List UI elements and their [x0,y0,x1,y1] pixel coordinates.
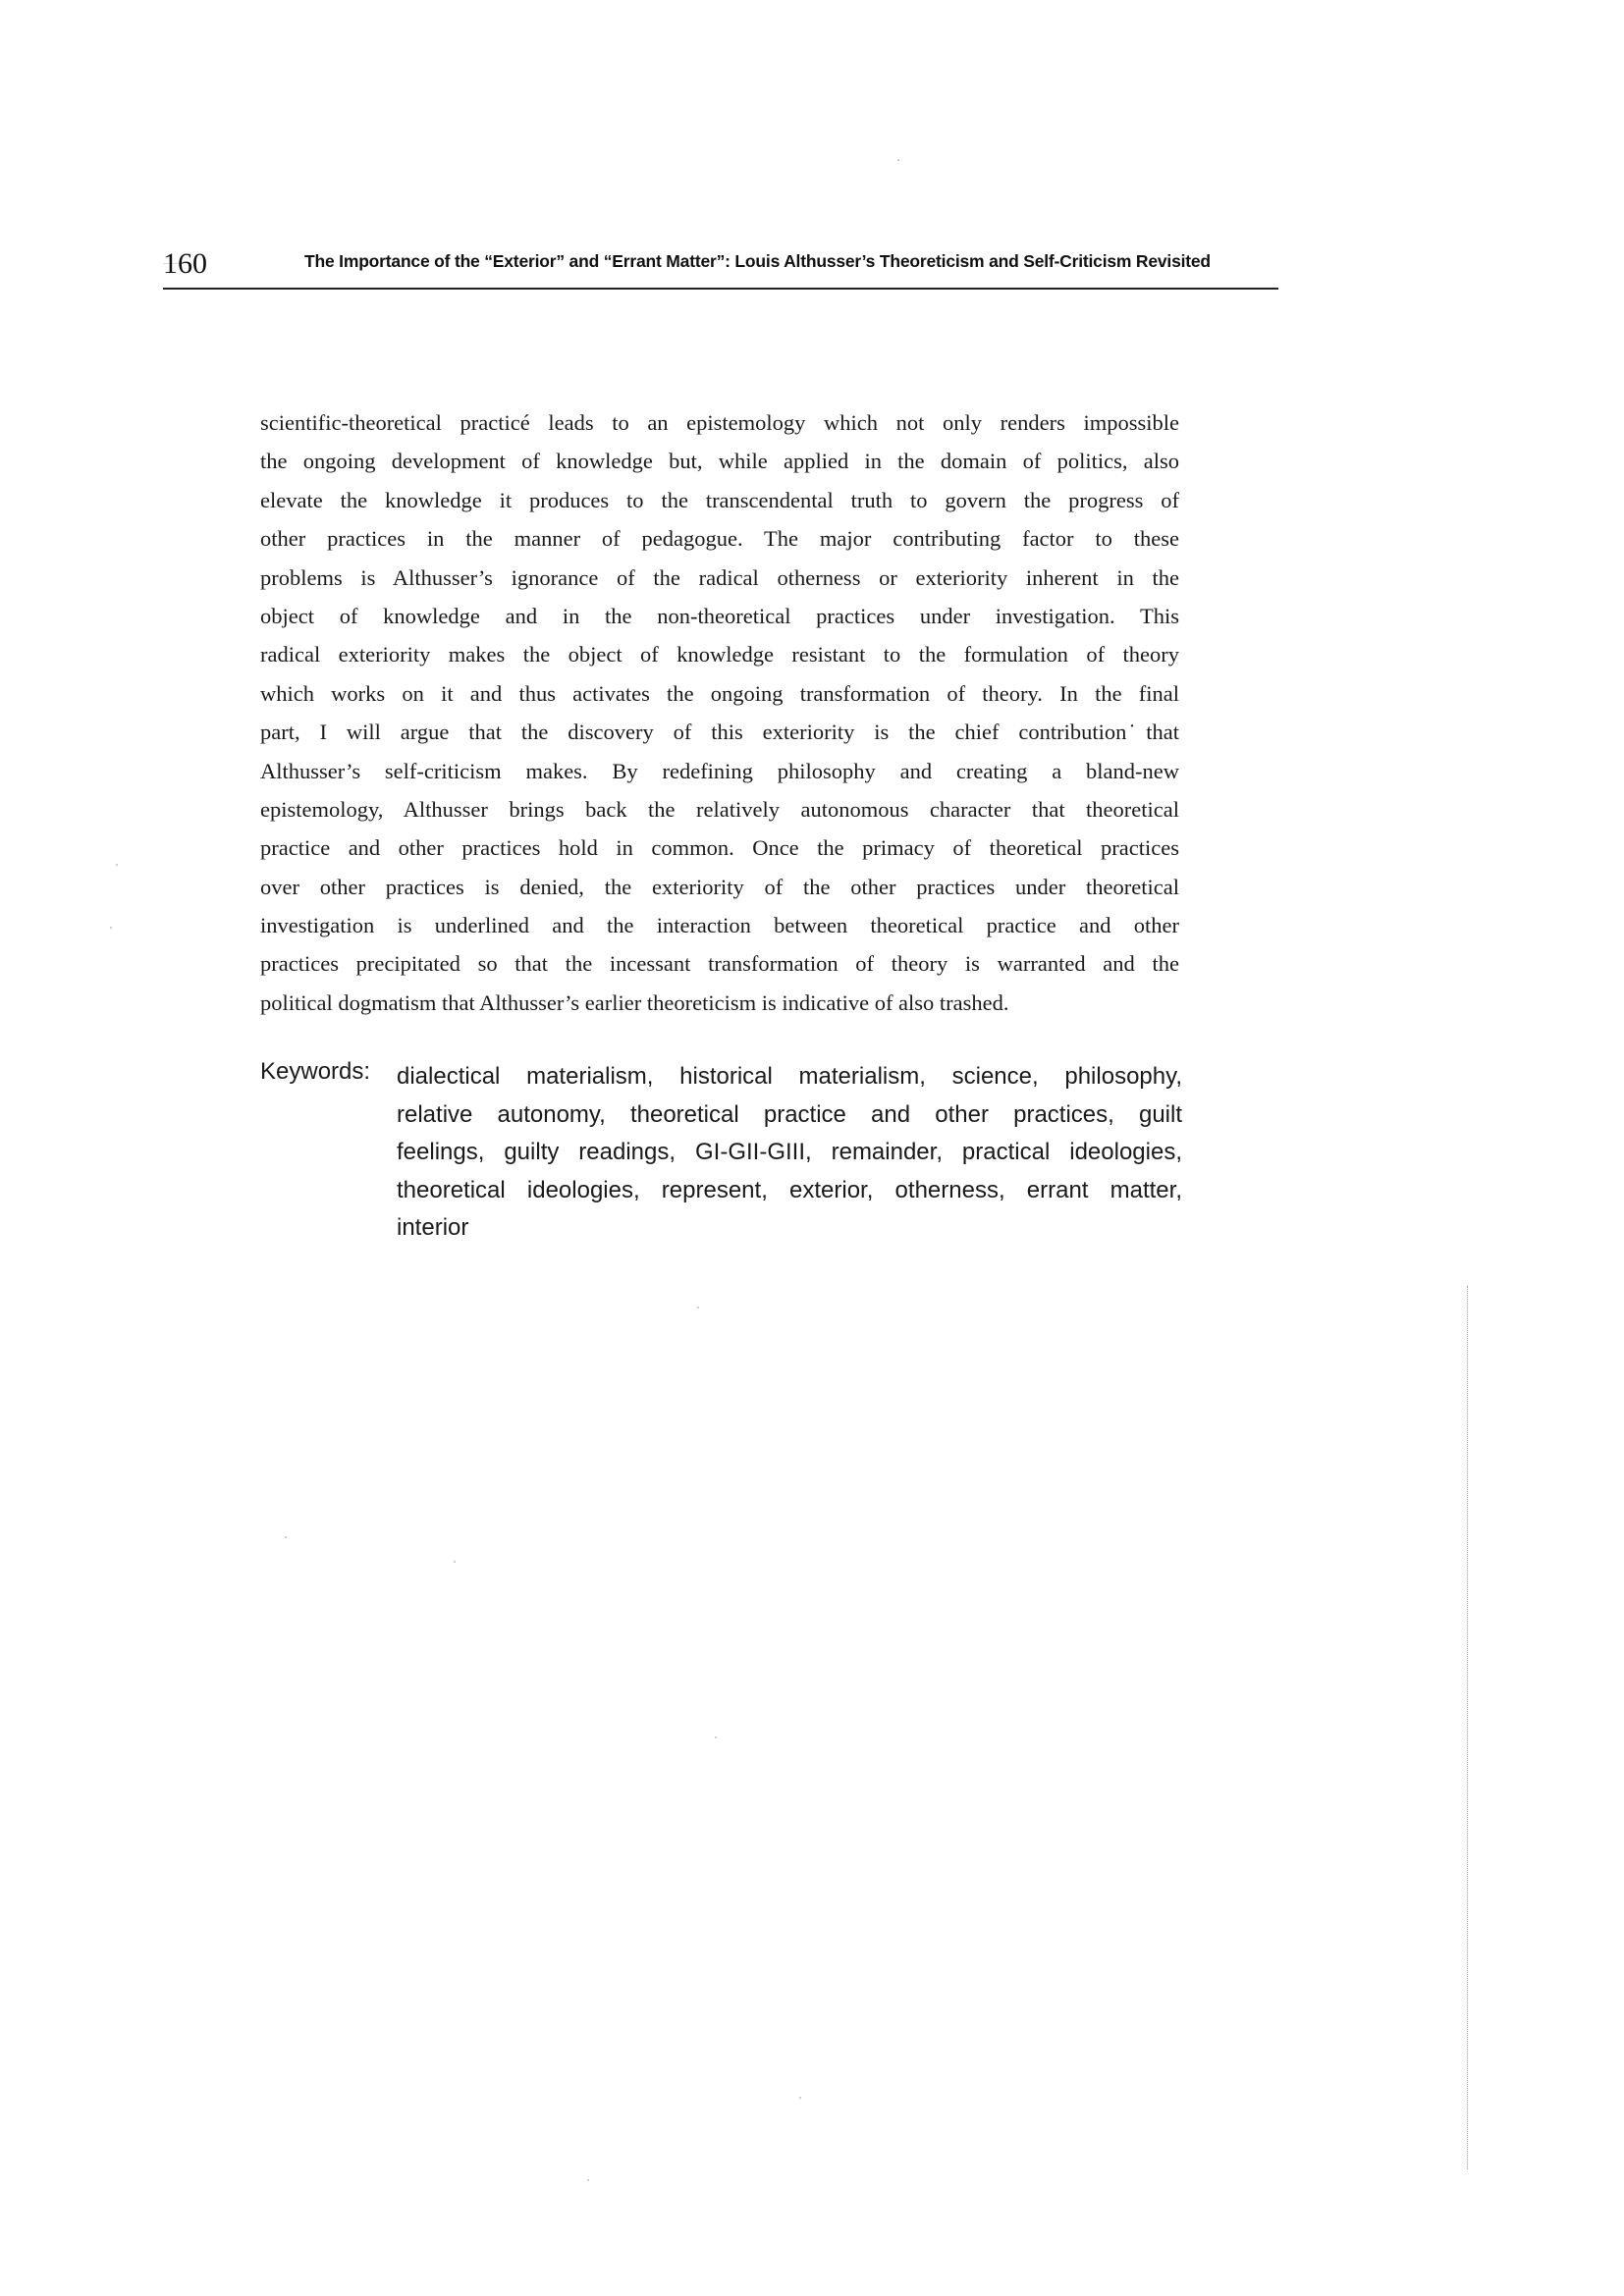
abstract-line: practices precipitated so that the incessant transformation of theory is warranted and the [260,951,1179,977]
keywords-line: relative autonomy, theoretical practice and other practices, guilt [397,1100,1182,1128]
scan-speck [116,864,118,866]
scan-speck [454,1561,456,1563]
abstract-line: epistemology, Althusser brings back the relatively autonomous character that theoretical [260,796,1179,822]
keywords-line: theoretical ideologies, represent, exterior, otherness, errant matter, [397,1176,1182,1203]
keywords-line: dialectical materialism, historical materialism, science, philosophy, [397,1063,1182,1090]
abstract-line: part, I will argue that the discovery of this exteriority is the chief contribution ̇that [260,720,1179,745]
abstract-line: which works on it and thus activates the ongoing transformation of theory. In the final [260,680,1179,706]
scan-speck [697,1307,699,1308]
abstract-line: political dogmatism that Althusser’s earlier theoreticism is indicative of also trashed. [260,989,1009,1015]
scan-speck [897,159,899,161]
abstract-paragraph [260,403,1179,1022]
keywords-list [397,1058,1182,1248]
keywords-line: feelings, guilty readings, GI-GII-GIII, remainder, practical ideologies, [397,1139,1182,1165]
keywords-label: Keywords: [260,1058,371,1085]
abstract-line: scientific-theoretical practicé leads to an epistemology which not only renders impossible [260,410,1179,435]
abstract-line: other practices in the manner of pedagogue. The major contributing factor to these [260,526,1179,552]
abstract-line: radical exteriority makes the object of knowledge resistant to the formulation of theory [260,642,1179,667]
scan-speck [799,2097,801,2099]
abstract-line: elevate the knowledge it produces to the transcendental truth to govern the progress of [260,487,1179,512]
abstract-line: Althusser’s self-criticism makes. By redefining philosophy and creating a bland-new [260,758,1179,783]
abstract-line: object of knowledge and in the non-theoretical practices under investigation. This [260,603,1179,628]
abstract-line: over other practices is denied, the exteriority of the other practices under theoretical [260,874,1179,899]
scan-edge-artifact [1467,1286,1468,2169]
header-rule [163,288,1278,290]
abstract-line: the ongoing development of knowledge but, while applied in the domain of politics, also [260,449,1179,474]
scan-speck [587,2179,589,2181]
keywords-line: interior [397,1214,469,1241]
abstract-line: investigation is underlined and the interaction between theoretical practice and other [260,913,1179,938]
running-title: The Importance of the “Exterior” and “Errant Matter”: Louis Althusser’s Theoreticism and Self-Criticism Revisited [304,251,1211,271]
abstract-line: practice and other practices hold in common. Once the primacy of theoretical practices [260,835,1179,861]
scan-speck [715,1736,717,1738]
scan-speck [110,927,112,929]
abstract-line: problems is Althusser’s ignorance of the radical otherness or exteriority inherent in the [260,564,1179,590]
scan-speck [285,1536,287,1538]
page-number: 160 [163,247,207,280]
